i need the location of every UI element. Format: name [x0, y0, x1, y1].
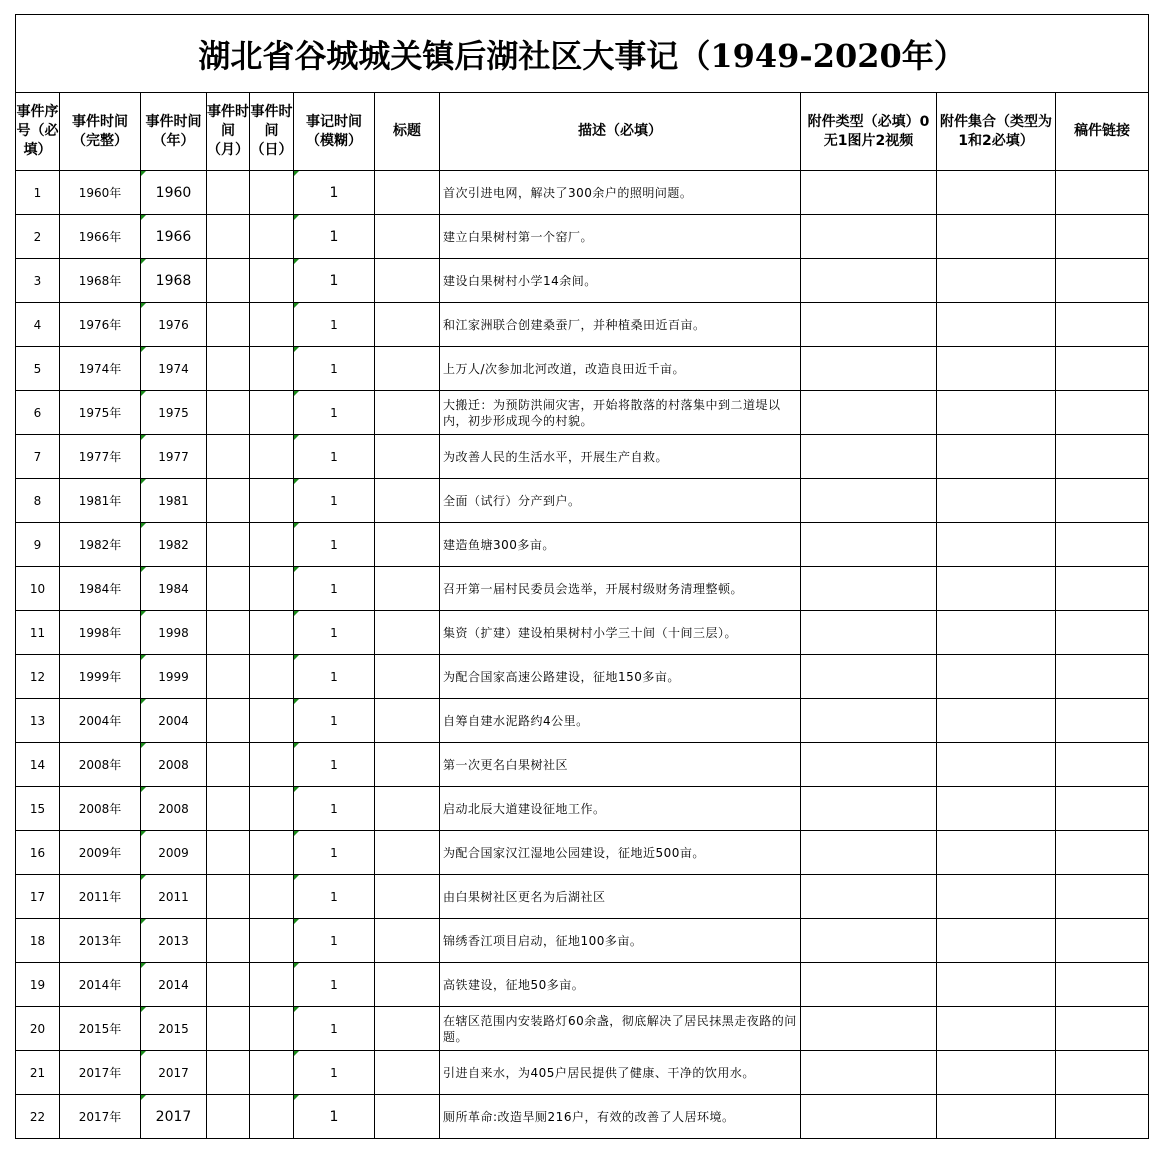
cell-time-full[interactable]: 1981年	[60, 479, 141, 523]
cell-time-fuzzy[interactable]: 1	[294, 479, 375, 523]
cell-attach-set[interactable]	[937, 655, 1056, 699]
cell-time-fuzzy[interactable]: 1	[294, 435, 375, 479]
cell-attach-type[interactable]	[801, 655, 937, 699]
cell-time-full[interactable]: 2013年	[60, 919, 141, 963]
cell-seq[interactable]: 2	[16, 215, 60, 259]
cell-link[interactable]	[1056, 1095, 1149, 1139]
cell-time-day[interactable]	[250, 567, 294, 611]
table-row	[16, 875, 1149, 919]
cell-time-day[interactable]	[250, 435, 294, 479]
events-sheet	[15, 14, 1148, 1139]
cell-time-fuzzy[interactable]: 1	[294, 259, 375, 303]
cell-time-year[interactable]: 2008	[141, 743, 207, 787]
cell-time-year[interactable]: 2017	[141, 1095, 207, 1139]
cell-link[interactable]	[1056, 875, 1149, 919]
cell-time-month[interactable]	[207, 479, 250, 523]
cell-time-day[interactable]	[250, 699, 294, 743]
table-row	[16, 479, 1149, 523]
cell-desc[interactable]: 建造鱼塘300多亩。	[440, 523, 801, 567]
cell-time-year[interactable]: 2017	[141, 1051, 207, 1095]
table-body	[16, 171, 1149, 1139]
cell-time-year[interactable]: 2013	[141, 919, 207, 963]
cell-attach-set[interactable]	[937, 567, 1056, 611]
cell-time-full[interactable]: 1999年	[60, 655, 141, 699]
cell-time-full[interactable]: 2014年	[60, 963, 141, 1007]
cell-time-day[interactable]	[250, 655, 294, 699]
cell-time-day[interactable]	[250, 215, 294, 259]
cell-time-day[interactable]	[250, 391, 294, 435]
cell-seq[interactable]: 19	[16, 963, 60, 1007]
cell-attach-type[interactable]	[801, 1051, 937, 1095]
cell-link[interactable]	[1056, 611, 1149, 655]
cell-time-month[interactable]	[207, 347, 250, 391]
cell-time-month[interactable]	[207, 699, 250, 743]
cell-desc[interactable]: 锦绣香江项目启动，征地100多亩。	[440, 919, 801, 963]
cell-time-fuzzy[interactable]: 1	[294, 787, 375, 831]
cell-seq[interactable]: 8	[16, 479, 60, 523]
cell-attach-set[interactable]	[937, 699, 1056, 743]
table-row	[16, 919, 1149, 963]
cell-heading[interactable]	[375, 611, 440, 655]
cell-seq[interactable]: 16	[16, 831, 60, 875]
cell-time-year[interactable]: 1981	[141, 479, 207, 523]
cell-time-fuzzy[interactable]: 1	[294, 215, 375, 259]
cell-attach-type[interactable]	[801, 1095, 937, 1139]
cell-link[interactable]	[1056, 391, 1149, 435]
cell-time-full[interactable]: 2008年	[60, 787, 141, 831]
cell-attach-set[interactable]	[937, 171, 1056, 215]
cell-seq[interactable]: 1	[16, 171, 60, 215]
table-row	[16, 567, 1149, 611]
cell-attach-set[interactable]	[937, 303, 1056, 347]
cell-attach-type[interactable]	[801, 611, 937, 655]
cell-attach-type[interactable]	[801, 831, 937, 875]
cell-time-day[interactable]	[250, 259, 294, 303]
cell-heading[interactable]	[375, 523, 440, 567]
header-time-full[interactable]: 事件时间（完整）	[60, 93, 141, 171]
cell-time-year[interactable]: 1960	[141, 171, 207, 215]
cell-time-full[interactable]: 1975年	[60, 391, 141, 435]
cell-time-year[interactable]: 1966	[141, 215, 207, 259]
cell-time-month[interactable]	[207, 259, 250, 303]
cell-time-full[interactable]: 1998年	[60, 611, 141, 655]
cell-time-year[interactable]: 1982	[141, 523, 207, 567]
cell-desc[interactable]: 在辖区范围内安装路灯60余盏，彻底解决了居民抹黑走夜路的问题。	[440, 1007, 801, 1051]
cell-desc[interactable]: 召开第一届村民委员会选举，开展村级财务清理整顿。	[440, 567, 801, 611]
cell-desc[interactable]: 大搬迁：为预防洪闹灾害，开始将散落的村落集中到二道堤以内，初步形成现今的村貌。	[440, 391, 801, 435]
cell-time-fuzzy[interactable]: 1	[294, 347, 375, 391]
cell-attach-set[interactable]	[937, 347, 1056, 391]
cell-heading[interactable]	[375, 171, 440, 215]
cell-time-month[interactable]	[207, 611, 250, 655]
cell-time-day[interactable]	[250, 919, 294, 963]
cell-seq[interactable]: 13	[16, 699, 60, 743]
cell-time-year[interactable]: 1974	[141, 347, 207, 391]
table-row	[16, 743, 1149, 787]
cell-time-day[interactable]	[250, 611, 294, 655]
cell-time-full[interactable]: 2011年	[60, 875, 141, 919]
cell-link[interactable]	[1056, 259, 1149, 303]
cell-attach-set[interactable]	[937, 215, 1056, 259]
cell-desc[interactable]: 自筹自建水泥路约4公里。	[440, 699, 801, 743]
header-link[interactable]: 稿件链接	[1056, 93, 1149, 171]
cell-attach-type[interactable]	[801, 523, 937, 567]
header-heading[interactable]: 标题	[375, 93, 440, 171]
cell-time-day[interactable]	[250, 963, 294, 1007]
cell-link[interactable]	[1056, 171, 1149, 215]
cell-time-full[interactable]: 1968年	[60, 259, 141, 303]
cell-time-month[interactable]	[207, 831, 250, 875]
cell-heading[interactable]	[375, 567, 440, 611]
cell-desc[interactable]: 建立白果树村第一个窑厂。	[440, 215, 801, 259]
cell-time-month[interactable]	[207, 919, 250, 963]
header-time-fuzzy[interactable]: 事记时间（模糊）	[294, 93, 375, 171]
header-time-month[interactable]: 事件时间（月）	[207, 93, 250, 171]
cell-time-fuzzy[interactable]: 1	[294, 919, 375, 963]
cell-heading[interactable]	[375, 1007, 440, 1051]
table-row	[16, 215, 1149, 259]
cell-time-month[interactable]	[207, 523, 250, 567]
cell-heading[interactable]	[375, 919, 440, 963]
cell-attach-set[interactable]	[937, 831, 1056, 875]
cell-link[interactable]	[1056, 215, 1149, 259]
cell-heading[interactable]	[375, 303, 440, 347]
sheet-title: 湖北省谷城城关镇后湖社区大事记（1949-2020年）	[16, 15, 1149, 93]
cell-time-full[interactable]: 1982年	[60, 523, 141, 567]
cell-heading[interactable]	[375, 347, 440, 391]
cell-heading[interactable]	[375, 435, 440, 479]
cell-time-fuzzy[interactable]: 1	[294, 699, 375, 743]
cell-link[interactable]	[1056, 347, 1149, 391]
cell-time-fuzzy[interactable]: 1	[294, 171, 375, 215]
cell-attach-set[interactable]	[937, 435, 1056, 479]
table-row	[16, 171, 1149, 215]
cell-link[interactable]	[1056, 1051, 1149, 1095]
cell-time-full[interactable]: 1960年	[60, 171, 141, 215]
cell-seq[interactable]: 14	[16, 743, 60, 787]
cell-heading[interactable]	[375, 391, 440, 435]
cell-desc[interactable]: 厕所革命:改造旱厕216户，有效的改善了人居环境。	[440, 1095, 801, 1139]
cell-time-month[interactable]	[207, 787, 250, 831]
cell-attach-set[interactable]	[937, 611, 1056, 655]
cell-time-year[interactable]: 2009	[141, 831, 207, 875]
cell-time-full[interactable]: 1966年	[60, 215, 141, 259]
cell-desc[interactable]: 和江家洲联合创建桑蚕厂，并种植桑田近百亩。	[440, 303, 801, 347]
table-row	[16, 963, 1149, 1007]
cell-attach-type[interactable]	[801, 171, 937, 215]
cell-time-fuzzy[interactable]: 1	[294, 963, 375, 1007]
cell-time-fuzzy[interactable]: 1	[294, 1051, 375, 1095]
cell-time-full[interactable]: 1974年	[60, 347, 141, 391]
cell-heading[interactable]	[375, 787, 440, 831]
table-row	[16, 1007, 1149, 1051]
cell-time-fuzzy[interactable]: 1	[294, 611, 375, 655]
cell-attach-set[interactable]	[937, 1095, 1056, 1139]
cell-time-month[interactable]	[207, 743, 250, 787]
cell-heading[interactable]	[375, 963, 440, 1007]
cell-heading[interactable]	[375, 743, 440, 787]
header-time-year[interactable]: 事件时间（年）	[141, 93, 207, 171]
cell-time-day[interactable]	[250, 743, 294, 787]
table-row	[16, 655, 1149, 699]
cell-seq[interactable]: 7	[16, 435, 60, 479]
header-desc[interactable]: 描述（必填）	[440, 93, 801, 171]
cell-time-day[interactable]	[250, 303, 294, 347]
cell-heading[interactable]	[375, 259, 440, 303]
table-row	[16, 787, 1149, 831]
events-table	[15, 14, 1149, 1139]
cell-heading[interactable]	[375, 1095, 440, 1139]
title-row	[16, 15, 1149, 93]
cell-time-year[interactable]: 2011	[141, 875, 207, 919]
cell-time-fuzzy[interactable]: 1	[294, 875, 375, 919]
cell-attach-type[interactable]	[801, 435, 937, 479]
cell-seq[interactable]: 22	[16, 1095, 60, 1139]
cell-attach-set[interactable]	[937, 743, 1056, 787]
cell-time-year[interactable]: 2014	[141, 963, 207, 1007]
cell-time-full[interactable]: 1977年	[60, 435, 141, 479]
cell-attach-type[interactable]	[801, 391, 937, 435]
cell-time-month[interactable]	[207, 303, 250, 347]
table-row	[16, 699, 1149, 743]
cell-time-day[interactable]	[250, 787, 294, 831]
cell-time-fuzzy[interactable]: 1	[294, 831, 375, 875]
cell-attach-type[interactable]	[801, 1007, 937, 1051]
cell-link[interactable]	[1056, 303, 1149, 347]
cell-time-full[interactable]: 2017年	[60, 1051, 141, 1095]
table-row	[16, 611, 1149, 655]
table-row	[16, 1051, 1149, 1095]
cell-time-full[interactable]: 2015年	[60, 1007, 141, 1051]
cell-time-month[interactable]	[207, 1007, 250, 1051]
cell-time-month[interactable]	[207, 1051, 250, 1095]
cell-time-day[interactable]	[250, 523, 294, 567]
cell-heading[interactable]	[375, 831, 440, 875]
cell-time-month[interactable]	[207, 567, 250, 611]
cell-seq[interactable]: 3	[16, 259, 60, 303]
table-row	[16, 1095, 1149, 1139]
cell-link[interactable]	[1056, 567, 1149, 611]
cell-link[interactable]	[1056, 479, 1149, 523]
header-attach-type[interactable]: 附件类型（必填）0无1图片2视频	[801, 93, 937, 171]
cell-desc[interactable]: 引进自来水，为405户居民提供了健康、干净的饮用水。	[440, 1051, 801, 1095]
header-time-day[interactable]: 事件时间（日）	[250, 93, 294, 171]
cell-attach-set[interactable]	[937, 479, 1056, 523]
cell-seq[interactable]: 4	[16, 303, 60, 347]
cell-attach-type[interactable]	[801, 963, 937, 1007]
cell-desc[interactable]: 由白果树社区更名为后湖社区	[440, 875, 801, 919]
cell-attach-set[interactable]	[937, 919, 1056, 963]
cell-seq[interactable]: 6	[16, 391, 60, 435]
cell-time-month[interactable]	[207, 391, 250, 435]
cell-link[interactable]	[1056, 919, 1149, 963]
cell-attach-set[interactable]	[937, 1051, 1056, 1095]
cell-seq[interactable]: 18	[16, 919, 60, 963]
cell-time-month[interactable]	[207, 655, 250, 699]
cell-heading[interactable]	[375, 699, 440, 743]
cell-time-day[interactable]	[250, 875, 294, 919]
cell-time-month[interactable]	[207, 435, 250, 479]
cell-time-full[interactable]: 2008年	[60, 743, 141, 787]
cell-heading[interactable]	[375, 1051, 440, 1095]
cell-desc[interactable]: 首次引进电网，解决了300余户的照明问题。	[440, 171, 801, 215]
cell-time-full[interactable]: 2009年	[60, 831, 141, 875]
cell-attach-set[interactable]	[937, 875, 1056, 919]
cell-seq[interactable]: 17	[16, 875, 60, 919]
cell-desc[interactable]: 第一次更名白果树社区	[440, 743, 801, 787]
cell-time-full[interactable]: 1984年	[60, 567, 141, 611]
cell-attach-set[interactable]	[937, 391, 1056, 435]
cell-seq[interactable]: 20	[16, 1007, 60, 1051]
cell-attach-type[interactable]	[801, 787, 937, 831]
cell-time-fuzzy[interactable]: 1	[294, 743, 375, 787]
cell-time-fuzzy[interactable]: 1	[294, 391, 375, 435]
cell-time-year[interactable]: 2015	[141, 1007, 207, 1051]
cell-heading[interactable]	[375, 479, 440, 523]
cell-time-full[interactable]: 2017年	[60, 1095, 141, 1139]
cell-attach-type[interactable]	[801, 215, 937, 259]
cell-link[interactable]	[1056, 1007, 1149, 1051]
cell-seq[interactable]: 9	[16, 523, 60, 567]
table-row	[16, 831, 1149, 875]
cell-time-month[interactable]	[207, 875, 250, 919]
cell-attach-type[interactable]	[801, 303, 937, 347]
cell-attach-set[interactable]	[937, 523, 1056, 567]
cell-attach-type[interactable]	[801, 567, 937, 611]
cell-desc[interactable]: 高铁建设，征地50多亩。	[440, 963, 801, 1007]
table-row	[16, 347, 1149, 391]
cell-seq[interactable]: 15	[16, 787, 60, 831]
cell-desc[interactable]: 建设白果树村小学14余间。	[440, 259, 801, 303]
cell-seq[interactable]: 5	[16, 347, 60, 391]
cell-time-fuzzy[interactable]: 1	[294, 1095, 375, 1139]
table-row	[16, 435, 1149, 479]
cell-desc[interactable]: 集资（扩建）建设柏果树村小学三十间（十间三层）。	[440, 611, 801, 655]
cell-time-day[interactable]	[250, 1095, 294, 1139]
cell-heading[interactable]	[375, 655, 440, 699]
cell-attach-type[interactable]	[801, 919, 937, 963]
cell-attach-type[interactable]	[801, 875, 937, 919]
cell-time-fuzzy[interactable]: 1	[294, 655, 375, 699]
cell-link[interactable]	[1056, 699, 1149, 743]
cell-link[interactable]	[1056, 743, 1149, 787]
cell-time-full[interactable]: 1976年	[60, 303, 141, 347]
cell-heading[interactable]	[375, 875, 440, 919]
table-row	[16, 391, 1149, 435]
cell-time-fuzzy[interactable]: 1	[294, 523, 375, 567]
cell-time-day[interactable]	[250, 479, 294, 523]
cell-seq[interactable]: 11	[16, 611, 60, 655]
cell-time-full[interactable]: 2004年	[60, 699, 141, 743]
cell-time-day[interactable]	[250, 171, 294, 215]
cell-link[interactable]	[1056, 435, 1149, 479]
cell-desc[interactable]: 为改善人民的生活水平，开展生产自救。	[440, 435, 801, 479]
cell-time-year[interactable]: 2004	[141, 699, 207, 743]
cell-attach-set[interactable]	[937, 963, 1056, 1007]
cell-time-month[interactable]	[207, 215, 250, 259]
cell-link[interactable]	[1056, 523, 1149, 567]
cell-time-year[interactable]: 2008	[141, 787, 207, 831]
cell-time-fuzzy[interactable]: 1	[294, 567, 375, 611]
cell-desc[interactable]: 为配合国家高速公路建设，征地150多亩。	[440, 655, 801, 699]
cell-desc[interactable]: 上万人/次参加北河改道，改造良田近千亩。	[440, 347, 801, 391]
cell-time-year[interactable]: 1984	[141, 567, 207, 611]
cell-desc[interactable]: 启动北辰大道建设征地工作。	[440, 787, 801, 831]
header-row	[16, 93, 1149, 171]
cell-attach-type[interactable]	[801, 479, 937, 523]
cell-seq[interactable]: 10	[16, 567, 60, 611]
cell-attach-type[interactable]	[801, 743, 937, 787]
header-attach-set[interactable]: 附件集合（类型为1和2必填）	[937, 93, 1056, 171]
cell-heading[interactable]	[375, 215, 440, 259]
cell-attach-set[interactable]	[937, 259, 1056, 303]
cell-link[interactable]	[1056, 963, 1149, 1007]
table-row	[16, 259, 1149, 303]
cell-attach-type[interactable]	[801, 699, 937, 743]
cell-time-month[interactable]	[207, 963, 250, 1007]
table-row	[16, 523, 1149, 567]
cell-attach-set[interactable]	[937, 1007, 1056, 1051]
cell-time-day[interactable]	[250, 831, 294, 875]
header-seq[interactable]: 事件序号（必填）	[16, 93, 60, 171]
cell-time-month[interactable]	[207, 171, 250, 215]
table-row	[16, 303, 1149, 347]
cell-time-fuzzy[interactable]: 1	[294, 1007, 375, 1051]
cell-time-year[interactable]: 1968	[141, 259, 207, 303]
cell-attach-type[interactable]	[801, 347, 937, 391]
cell-seq[interactable]: 21	[16, 1051, 60, 1095]
cell-attach-set[interactable]	[937, 787, 1056, 831]
cell-link[interactable]	[1056, 831, 1149, 875]
cell-seq[interactable]: 12	[16, 655, 60, 699]
cell-link[interactable]	[1056, 787, 1149, 831]
cell-time-year[interactable]: 1975	[141, 391, 207, 435]
cell-time-year[interactable]: 1977	[141, 435, 207, 479]
cell-link[interactable]	[1056, 655, 1149, 699]
cell-time-day[interactable]	[250, 347, 294, 391]
cell-time-year[interactable]: 1976	[141, 303, 207, 347]
cell-time-day[interactable]	[250, 1007, 294, 1051]
cell-time-day[interactable]	[250, 1051, 294, 1095]
cell-attach-type[interactable]	[801, 259, 937, 303]
cell-time-year[interactable]: 1998	[141, 611, 207, 655]
cell-time-year[interactable]: 1999	[141, 655, 207, 699]
cell-time-month[interactable]	[207, 1095, 250, 1139]
cell-desc[interactable]: 为配合国家汉江湿地公园建设，征地近500亩。	[440, 831, 801, 875]
cell-desc[interactable]: 全面（试行）分产到户。	[440, 479, 801, 523]
cell-time-fuzzy[interactable]: 1	[294, 303, 375, 347]
